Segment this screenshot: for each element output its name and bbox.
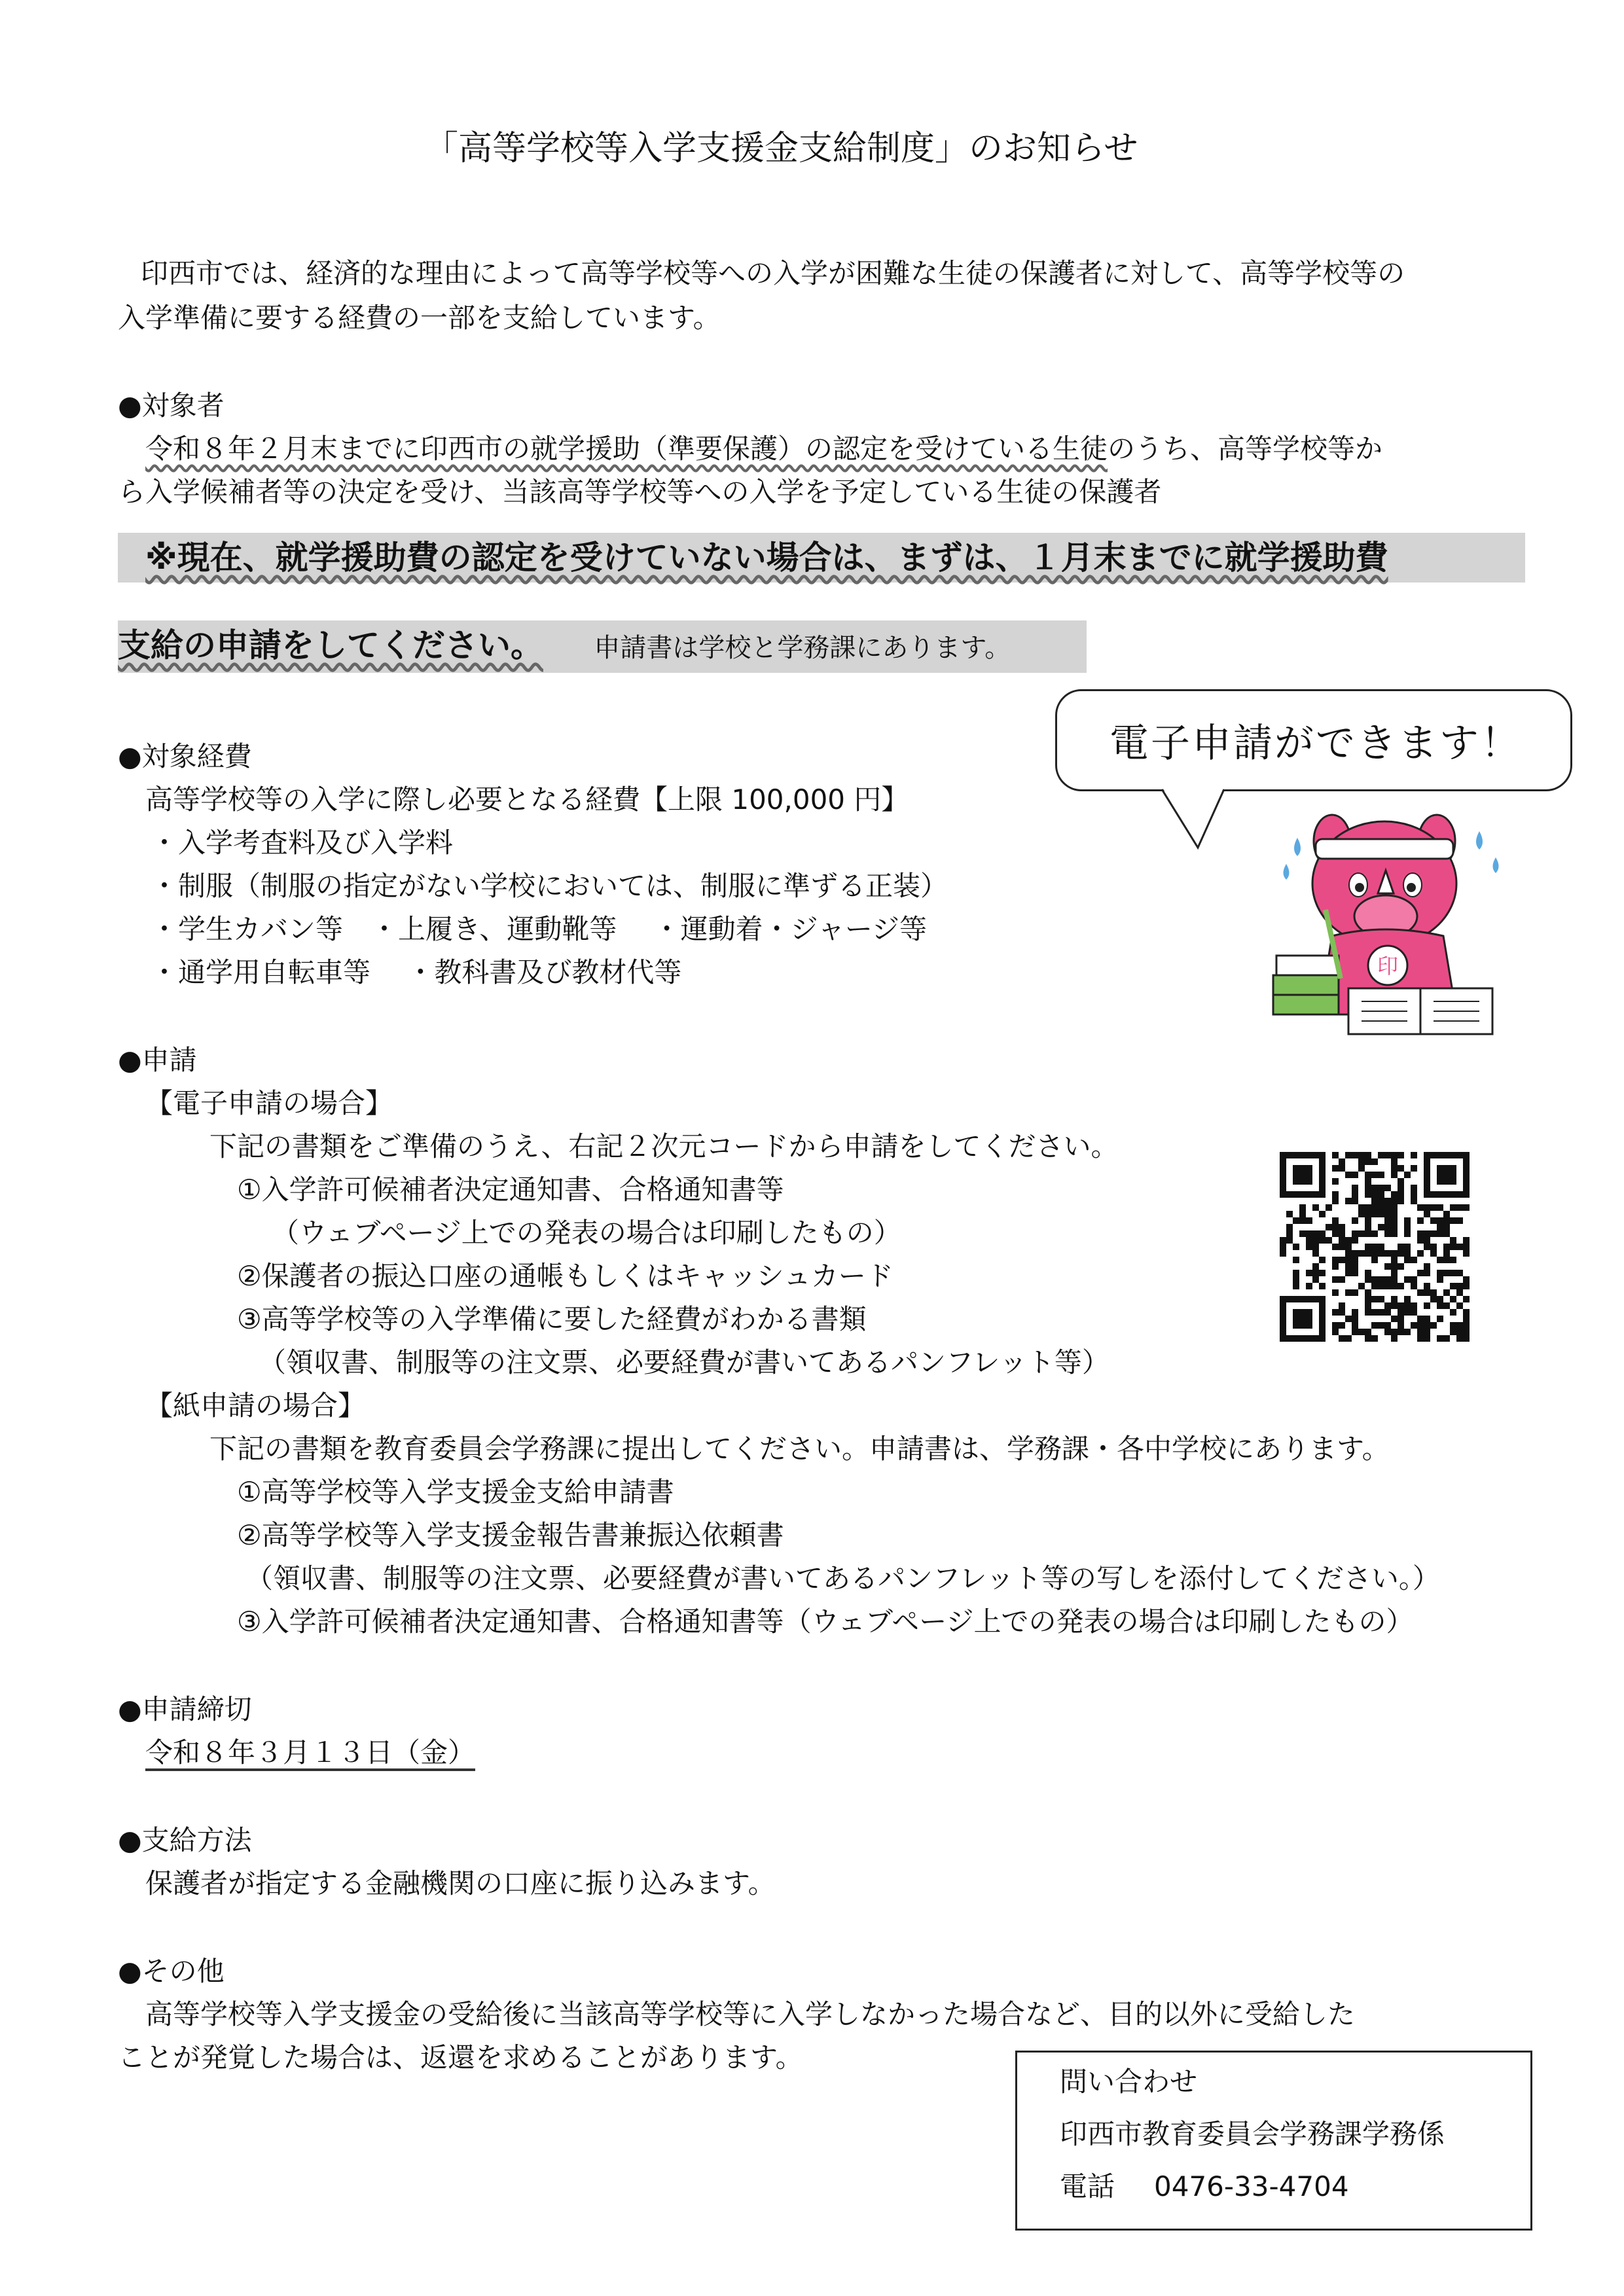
- application-heading: ●申請: [118, 1044, 197, 1076]
- sweat-drop-icon: [1493, 857, 1499, 873]
- expenses-heading: ●対象経費: [118, 740, 252, 772]
- notice-line-1-text: ※現在、就学援助費の認定を受けていない場合は、まずは、１月末までに就学援助費: [145, 539, 1388, 577]
- sweat-drop-icon: [1294, 838, 1301, 856]
- electronic-item: ②保護者の振込口座の通帳もしくはキャッシュカード: [237, 1260, 893, 1292]
- electronic-item: （領収書、制服等の注文票、必要経費が書いてあるパンフレット等）: [259, 1346, 1110, 1378]
- intro-line-2: 入学準備に要する経費の一部を支給しています。: [118, 302, 721, 334]
- target-emphasis: 令和８年２月末までに印西市の就学援助（準要保護）の認定を受けている生徒: [145, 433, 1108, 465]
- electronic-label: 【電子申請の場合】: [145, 1087, 393, 1119]
- payment-text: 保護者が指定する金融機関の口座に振り込みます。: [145, 1867, 776, 1899]
- notice-small-text: 申請書は学校と学務課にあります。: [594, 633, 1011, 663]
- expenses-lead: 高等学校等の入学に際し必要となる経費【上限 100,000 円】: [145, 783, 909, 816]
- notice-line-2: [118, 620, 1087, 673]
- expense-item: ・入学考査料及び入学料: [151, 827, 454, 859]
- intro-line-1: 印西市では、経済的な理由によって高等学校等への入学が困難な生徒の保護者に対して、高等学校等の: [141, 257, 1405, 289]
- sweat-drop-icon: [1284, 864, 1290, 880]
- bubble-tail-icon: [1159, 785, 1237, 851]
- speech-bubble: [1055, 689, 1572, 791]
- expense-item: ・学生カバン等 ・上履き、運動靴等 ・運動着・ジャージ等: [151, 913, 927, 945]
- target-line-1-rest: のうち、高等学校等か: [1108, 433, 1383, 465]
- expense-item: ・制服（制服の指定がない学校においては、制服に準ずる正装）: [151, 870, 948, 902]
- paper-item: （領収書、制服等の注文票、必要経費が書いてあるパンフレット等の写しを添付してください。）: [245, 1562, 1440, 1594]
- paper-lead: 下記の書類を教育委員会学務課に提出してください。申請書は、学務課・各中学校にあります。: [209, 1433, 1390, 1465]
- target-heading: ●対象者: [118, 389, 225, 422]
- qr-code-icon[interactable]: [1280, 1152, 1470, 1342]
- contact-phone-label: 電話: [1060, 2170, 1115, 2202]
- paper-label: 【紙申請の場合】: [145, 1390, 366, 1422]
- paper-item: ①高等学校等入学支援金支給申請書: [237, 1476, 674, 1508]
- electronic-item: ③高等学校等の入学準備に要した経費がわかる書類: [237, 1303, 867, 1335]
- contact-label: 問い合わせ: [1060, 2066, 1198, 2098]
- page-title: 「高等学校等入学支援金支給制度」のお知らせ: [424, 129, 1138, 168]
- notice-emphasis: 支給の申請をしてください。: [118, 626, 543, 664]
- electronic-lead: 下記の書類をご準備のうえ、右記２次元コードから申請をしてください。: [209, 1130, 1119, 1162]
- contact-box: [1015, 2051, 1532, 2231]
- bubble-text: 電子申請ができます！: [1110, 721, 1522, 766]
- notice-line-1: [118, 533, 1525, 583]
- electronic-item: ①入学許可候補者決定通知書、合格通知書等: [237, 1174, 784, 1206]
- target-line-1: [145, 429, 1382, 469]
- mascot-illustration: [1270, 812, 1512, 1037]
- paper-item: ②高等学校等入学支援金報告書兼振込依頼書: [237, 1519, 784, 1551]
- electronic-item: （ウェブページ上での発表の場合は印刷したもの）: [272, 1217, 901, 1249]
- deadline-heading: ●申請締切: [118, 1693, 252, 1725]
- contact-phone-row: [1060, 2167, 1349, 2206]
- payment-heading: ●支給方法: [118, 1824, 252, 1856]
- paper-item: ③入学許可候補者決定通知書、合格通知書等（ウェブページ上での発表の場合は印刷したもの）: [237, 1605, 1414, 1638]
- mascot-badge: 印: [1377, 954, 1399, 978]
- other-line-1: 高等学校等入学支援金の受給後に当該高等学校等に入学しなかった場合など、目的以外に受給した: [145, 1998, 1356, 2030]
- other-line-2: ことが発覚した場合は、返還を求めることがあります。: [118, 2041, 803, 2073]
- sweat-drop-icon: [1476, 831, 1483, 850]
- contact-office: 印西市教育委員会学務課学務係: [1060, 2118, 1445, 2150]
- contact-phone: 0476-33-4704: [1154, 2170, 1349, 2202]
- expense-item: ・通学用自転車等 ・教科書及び教材代等: [151, 956, 682, 988]
- target-line-2: ら入学候補者等の決定を受け、当該高等学校等への入学を予定している生徒の保護者: [118, 476, 1162, 508]
- other-heading: ●その他: [118, 1955, 225, 1987]
- deadline-value: 令和８年３月１３日（金）: [145, 1736, 476, 1768]
